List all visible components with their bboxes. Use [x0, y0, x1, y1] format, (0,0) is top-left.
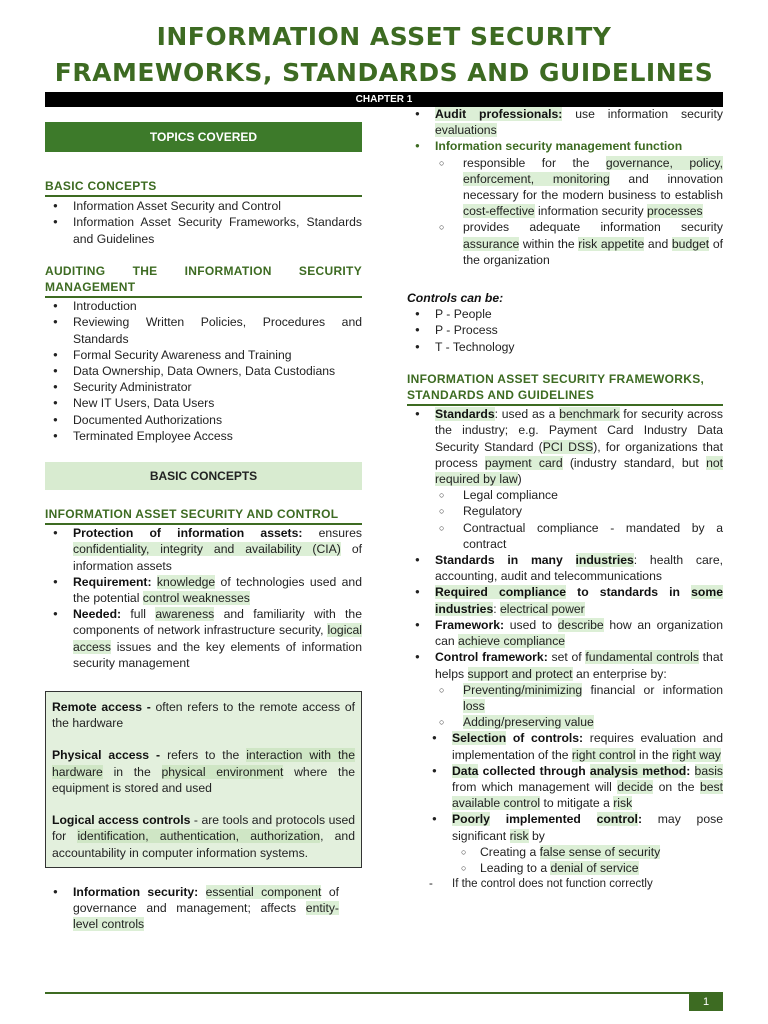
- information-security-list: [45, 884, 339, 933]
- document-title-line2: FRAMEWORKS, STANDARDS AND GUIDELINES: [54, 58, 714, 87]
- footer-divider: [45, 992, 723, 994]
- list-item: ● Formal Security Awareness and Training: [45, 347, 362, 363]
- list-item: ● Poorly implemented control: may pose significant risk by: [424, 811, 723, 843]
- list-item: ○ Leading to a denial of service: [452, 860, 723, 876]
- control-framework-sublist: [435, 682, 723, 731]
- list-item: ● Security Administrator: [45, 379, 362, 395]
- asset-security-control-heading: INFORMATION ASSET SECURITY AND CONTROL: [45, 506, 362, 525]
- list-item: ● Control framework: set of fundamental controls that helps support and protect an enterprise by:: [407, 649, 723, 681]
- physical-access-definition: Physical access - refers to the interaction with the hardware in the physical environment where the equipment is stored and used: [52, 748, 355, 795]
- list-item: ● Data collected through analysis method: basis from which management will decide on the best available control to mitigate a risk: [424, 763, 723, 812]
- list-item: ● Standards in many industries: health care, accounting, audit and telecommunications: [407, 552, 723, 584]
- list-item: ● Introduction: [45, 298, 362, 314]
- basic-concepts-list: [45, 195, 362, 247]
- list-item: ● Reviewing Written Policies, Procedures and Standards: [45, 314, 362, 346]
- controls-selection-list: [424, 730, 723, 843]
- document-title-line1: INFORMATION ASSET SECURITY: [156, 22, 612, 51]
- list-item: ○ Preventing/minimizing financial or information loss: [435, 682, 723, 714]
- list-item: ● Needed: full awareness and familiarity with the components of network infrastructure security, logical access issues and the key elements of information security management: [45, 606, 362, 671]
- access-definitions-box: [45, 691, 362, 868]
- right-column: [407, 106, 723, 892]
- management-function-sublist: [435, 155, 723, 268]
- list-item: ● Selection of controls: requires evaluation and implementation of the right control in the right way: [424, 730, 723, 762]
- topics-covered-banner: TOPICS COVERED: [45, 122, 362, 152]
- controls-heading: Controls can be:: [407, 291, 504, 306]
- controls-list: [407, 306, 723, 355]
- asset-security-list: [45, 525, 362, 671]
- auditing-list: [45, 298, 362, 444]
- list-item: ● Information Asset Security Frameworks, Standards and Guidelines: [45, 214, 362, 246]
- list-item: ● Protection of information assets: ensures confidentiality, integrity and availability (CIA) of information assets: [45, 525, 362, 574]
- list-item: ○ Contractual compliance - mandated by a contract: [435, 520, 723, 552]
- poor-control-sublist: [452, 844, 723, 876]
- basic-concepts-banner: BASIC CONCEPTS: [45, 462, 362, 490]
- list-item: ○ Legal compliance: [435, 487, 723, 503]
- remote-access-definition: Remote access - often refers to the remote access of the hardware: [52, 700, 355, 731]
- list-item: ● Information security management function: [407, 138, 723, 154]
- list-item: ● Information security: essential component of governance and management; affects entity-level controls: [45, 884, 339, 933]
- auditing-heading: AUDITING THE INFORMATION SECURITY MANAGEMENT: [45, 263, 362, 298]
- list-item: ● Framework: used to describe how an organization can achieve compliance: [407, 617, 723, 649]
- list-item: ○ Adding/preserving value: [435, 714, 723, 730]
- list-item: ○ Regulatory: [435, 503, 723, 519]
- list-item: ● Standards: used as a benchmark for security across the industry; e.g. Payment Card Industry Data Security Standard (PCI DSS), for organizations that process payment card (industry standard, but not required by law): [407, 406, 723, 487]
- list-item: ● Requirement: knowledge of technologies used and the potential control weaknesses: [45, 574, 362, 606]
- list-item: ● Data Ownership, Data Owners, Data Custodians: [45, 363, 362, 379]
- list-item: ● Terminated Employee Access: [45, 428, 362, 444]
- list-item: ● Information Asset Security and Control: [45, 198, 362, 214]
- list-item: ○ Creating a false sense of security: [452, 844, 723, 860]
- list-item: ○ provides adequate information security assurance within the risk appetite and budget of the organization: [435, 219, 723, 268]
- basic-concepts-heading: BASIC CONCEPTS: [45, 179, 157, 193]
- list-item: ● New IT Users, Data Users: [45, 395, 362, 411]
- frameworks-heading: INFORMATION ASSET SECURITY FRAMEWORKS, STANDARDS AND GUIDELINES: [407, 371, 723, 406]
- frameworks-list: [407, 406, 723, 487]
- left-column: [45, 118, 362, 932]
- list-item: ● Audit professionals: use information security evaluations: [407, 106, 723, 138]
- page-number: 1: [689, 993, 723, 1011]
- list-item: ● T - Technology: [407, 339, 723, 355]
- list-item: ○ responsible for the governance, policy, enforcement, monitoring and innovation necessary for the modern business to establish cost-effective information security processes: [435, 155, 723, 220]
- list-item: ● P - Process: [407, 322, 723, 338]
- list-item: ● Required compliance to standards in some industries: electrical power: [407, 584, 723, 616]
- standards-sublist: [435, 487, 723, 552]
- list-item: ● Documented Authorizations: [45, 412, 362, 428]
- frameworks-list-continued: [407, 552, 723, 682]
- audit-professionals-list: [407, 106, 723, 155]
- control-failure-note: - If the control does not function correctly: [407, 876, 723, 892]
- logical-access-definition: Logical access controls - are tools and protocols used for identification, authentication, authorization, and accountability in computer information systems.: [52, 813, 355, 860]
- list-item: ● P - People: [407, 306, 723, 322]
- chapter-bar: CHAPTER 1: [45, 92, 723, 107]
